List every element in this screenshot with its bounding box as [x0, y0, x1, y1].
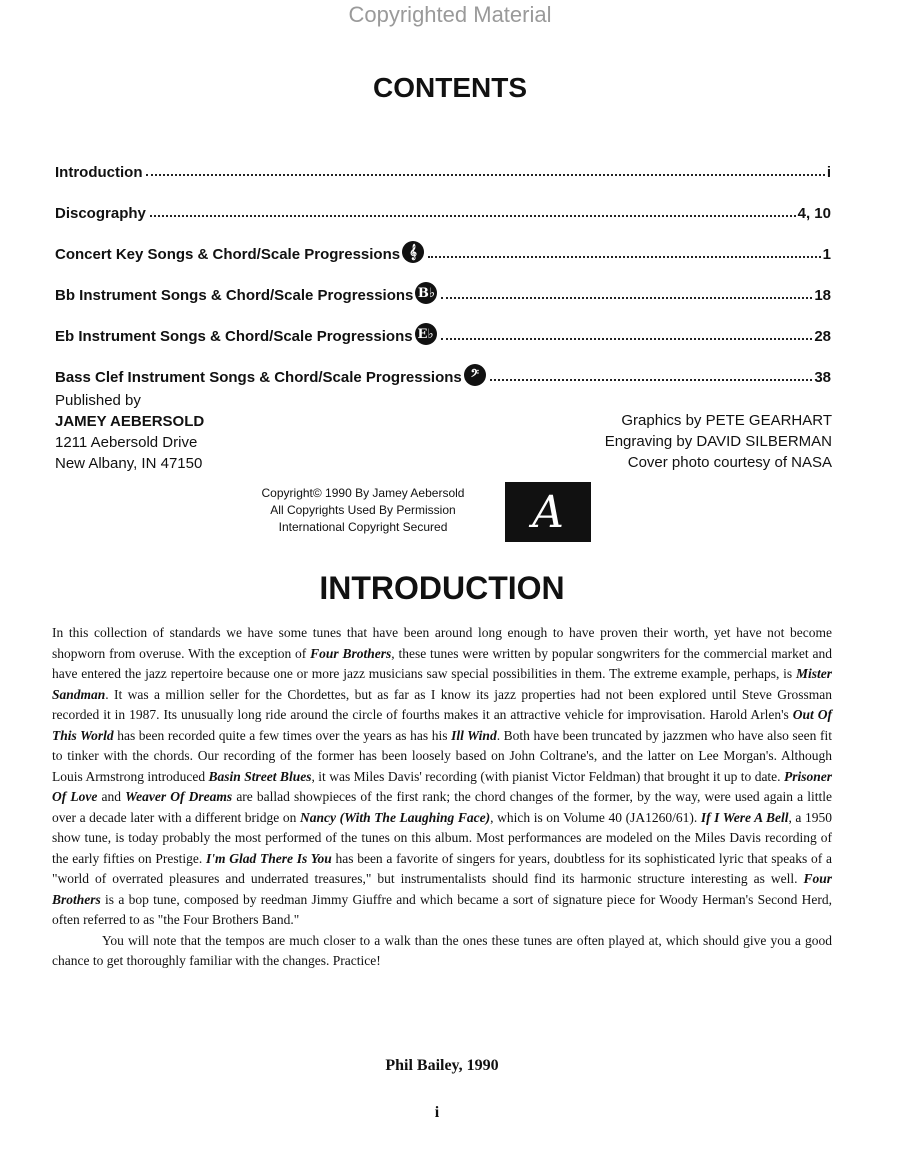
introduction-body: [52, 623, 832, 972]
toc-dot-leader: [150, 214, 796, 217]
toc-entry-label: Bb Instrument Songs & Chord/Scale Progressions: [55, 287, 414, 304]
introduction-paragraph-1: [52, 623, 832, 931]
toc-entry: [55, 140, 831, 181]
copyright-notice: [238, 485, 488, 536]
toc-entry-label: Bass Clef Instrument Songs & Chord/Scale Progressions: [55, 369, 462, 386]
introduction-paragraph-2: You will note that the tempos are much closer to a walk than the ones these tunes are often played at, which should give you a good chance to get thoroughly familiar with the changes. Practice!: [52, 932, 832, 968]
engraving-credit: Engraving by DAVID SILBERMAN: [604, 433, 832, 450]
toc-dot-leader: [441, 296, 812, 299]
table-of-contents: [55, 140, 831, 386]
graphics-credit: Graphics by PETE GEARHART: [621, 412, 832, 429]
toc-entry: [55, 222, 831, 263]
publisher-name: JAMEY AEBERSOLD: [55, 413, 205, 430]
text-run: , a 1950 show tune, is today probably the most performed of the tunes on this album. Most performances are modeled on the Miles Davis recording of the early fifties on Prestige.: [52, 809, 833, 866]
toc-entry-page: 38: [814, 369, 831, 386]
toc-entry-page: i: [826, 164, 831, 181]
song-title: Weaver Of Dreams: [125, 789, 233, 804]
toc-entry-page: 1: [822, 246, 831, 263]
copyright-watermark: Copyrighted Material: [348, 2, 552, 27]
toc-entry-page: 4, 10: [797, 205, 831, 222]
publisher-address-line-1: 1211 Aebersold Drive: [55, 434, 198, 451]
e-flat-icon: E♭: [415, 323, 437, 345]
toc-dot-leader: [146, 173, 824, 176]
song-title: Out Of This World: [52, 707, 832, 743]
text-run: is a bop tune, composed by reedman Jimmy Giuffre and which became a sort of signature piece for Woody Herman's Second Herd, often referred to as "the Four Brothers Band.": [52, 891, 832, 927]
contents-heading: CONTENTS: [373, 72, 527, 103]
text-run: are ballad showpieces of the first rank; the chord changes of the former, by the way, were used again a little over a decade later with a different bridge on: [52, 789, 832, 825]
copyright-line-3: International Copyright Secured: [278, 520, 448, 534]
copyright-line-1: Copyright© 1990 By Jamey Aebersold: [261, 486, 465, 500]
author-signature: Phil Bailey, 1990: [385, 1057, 499, 1074]
introduction-heading: INTRODUCTION: [319, 570, 565, 606]
text-run: , which is on Volume 40 (JA1260/61).: [490, 809, 701, 825]
publisher-logo-icon: A: [505, 482, 591, 542]
toc-entry-label: Concert Key Songs & Chord/Scale Progressions: [55, 246, 401, 263]
toc-entry-page: 28: [814, 328, 831, 345]
song-title: Prisoner Of Love: [52, 768, 833, 804]
publisher-intro: Published by: [55, 392, 141, 409]
toc-dot-leader: [428, 255, 821, 258]
song-title: Four Brothers: [52, 871, 832, 907]
publisher-address-line-2: New Albany, IN 47150: [55, 455, 203, 472]
bass-clef-icon: 𝄢: [464, 364, 486, 386]
song-title: Basin Street Blues: [208, 768, 312, 784]
text-run: has been a favorite of singers for years, doubtless for its sophisticated lyric that speaks of a "world of overrated pleasures and underrated treasures," but instrumentalists should find its harmonic structure interesting as well.: [52, 850, 832, 886]
text-run: , these tunes were written by popular songwriters for the commercial market and have entered the jazz repertoire because one or more jazz musicians saw special possibilities in them. The extreme example, perhaps, is: [52, 645, 832, 681]
toc-entry: [55, 263, 831, 304]
text-run: . Both have been truncated by jazzmen who have also seen fit to tinker with the chords. Our recording of the former has been loosely based on John Coltrane's, and the latter on Lee Morgan's. Although Louis Armstrong introduced: [52, 727, 832, 784]
song-title: Ill Wind: [451, 727, 497, 743]
toc-entry-label: Discography: [55, 205, 146, 222]
text-run: , it was Miles Davis' recording (with pianist Victor Feldman) that brought it up to date.: [311, 768, 784, 784]
toc-entry: [55, 181, 831, 222]
text-run: . It was a million seller for the Chordettes, but as far as I know its jazz properties had not been explored until Steve Grossman recorded it in 1987. Its unusually long ride around the circle of fourths makes it an attractive vehicle for improvisation. Harold Arlen's: [52, 686, 832, 722]
toc-entry-page: 18: [814, 287, 831, 304]
song-title: If I Were A Bell: [700, 809, 789, 825]
song-title: Four Brothers: [310, 645, 392, 661]
photo-credit: Cover photo courtesy of NASA: [627, 454, 832, 471]
toc-entry-label: Introduction: [55, 164, 143, 181]
song-title: Mister Sandman: [52, 666, 832, 702]
credits-block: [605, 410, 832, 473]
song-title: I'm Glad There Is You: [206, 850, 332, 866]
text-run: and: [97, 789, 126, 804]
toc-dot-leader: [490, 378, 813, 381]
toc-entry: [55, 304, 831, 345]
song-title: Nancy (With The Laughing Face): [300, 809, 491, 825]
publisher-block: [55, 390, 204, 474]
text-run: In this collection of standards we have some tunes that have been around long enough to have proven their worth, yet have not become shopworn from overuse. With the exception of: [52, 625, 832, 661]
page-number: i: [434, 1104, 440, 1121]
text-run: has been recorded quite a few times over the years as has his: [113, 727, 452, 743]
toc-entry: [55, 345, 831, 386]
b-flat-icon: B♭: [415, 282, 437, 304]
treble-clef-icon: 𝄞: [402, 241, 424, 263]
toc-entry-label: Eb Instrument Songs & Chord/Scale Progressions: [55, 328, 413, 345]
toc-dot-leader: [441, 337, 813, 340]
copyright-line-2: All Copyrights Used By Permission: [270, 503, 456, 517]
